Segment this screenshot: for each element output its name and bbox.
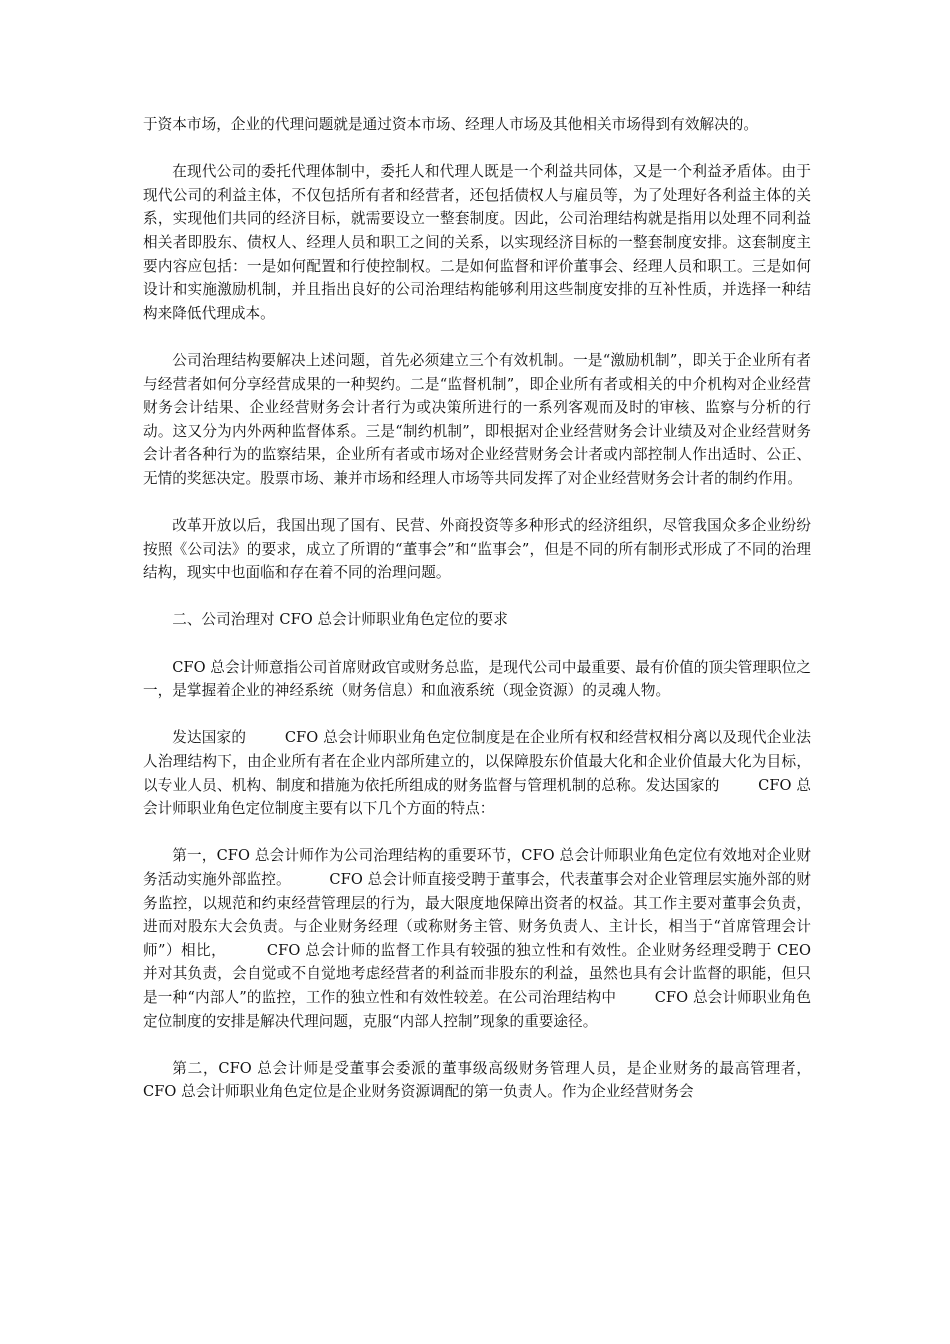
paragraph-developed-countries: 发达国家的 CFO 总会计师职业角色定位制度是在企业所有权和经营权相分离以及现代企业法人治理结构下，由企业所有者在企业内部所建立的，以保障股东价值最大化和企业价值最大化为目标，以专业人员、机构、制度和措施为依托所组成的财务监督与管理机制的总称。发达国家的 CFO 总会计师职业角色定位制度主要有以下几个方面的特点： — [143, 729, 811, 818]
paragraph-first-feature: 第一，CFO 总会计师作为公司治理结构的重要环节，CFO 总会计师职业角色定位有效地对企业财务活动实施外部监控。 CFO 总会计师直接受聘于董事会，代表董事会对企业管理层实施外部的财务监控，以规范和约束经营管理层的行为，最大限度地保障出资者的权益。其工作主要对董事会负责，进而对股东大会负责。与企业财务经理（或称财务主管、财务负责人、主计长，相当于“首席管理会计师”）相比， CFO 总会计师的监督工作具有较强的独立性和有效性。企业财务经理受聘于 CEO 并对其负责，会自觉或不自觉地考虑经营者的利益而非股东的利益，虽然也具有会计监督的职能，但只是一种“内部人”的监控，工作的独立性和有效性较差。在公司治理结构中 CFO 总会计师职业角色定位制度的安排是解决代理问题，克服“内部人控制”现象的重要途径。 — [143, 847, 816, 1030]
paragraph-cfo-definition: CFO 总会计师意指公司首席财政官或财务总监，是现代公司中最重要、最有价值的顶尖管理职位之一，是掌握着企业的神经系统（财务信息）和血液系统（现金资源）的灵魂人物。 — [143, 658, 811, 700]
paragraph-principal-agent: 在现代公司的委托代理体制中，委托人和代理人既是一个利益共同体，又是一个利益矛盾体。由于现代公司的利益主体，不仅包括所有者和经营者，还包括债权人与雇员等，为了处理好各利益主体的关系，实现他们共同的经济目标，就需要设立一整套制度。因此，公司治理结构就是指用以处理不同利益相关者即股东、债权人、经理人员和职工之间的关系，以实现经济目标的一整套制度安排。这套制度主要内容应包括：一是如何配置和行使控制权。二是如何监督和评价董事会、经理人员和职工。三是如何设计和实施激励机制，并且指出良好的公司治理结构能够利用这些制度安排的互补性质，并选择一种结构来降低代理成本。 — [143, 163, 811, 322]
paragraph-three-mechanisms: 公司治理结构要解决上述问题，首先必须建立三个有效机制。一是“激励机制”，即关于企业所有者与经营者如何分享经营成果的一种契约。二是“监督机制”，即企业所有者或相关的中介机构对企业经营财务会计结果、企业经营财务会计者行为或决策所进行的一系列客观而及时的审核、监察与分析的行动。这又分为内外两种监督体系。三是“制约机制”，即根据对企业经营财务会计业绩及对企业经营财务会计者各种行为的监察结果，企业所有者或市场对企业经营财务会计者或内部控制人作出适时、公正、无情的奖惩决定。股票市场、兼并市场和经理人市场等共同发挥了对企业经营财务会计者的制约作用。 — [143, 351, 811, 487]
section-heading: 二、公司治理对 CFO 总会计师职业角色定位的要求 — [172, 611, 508, 629]
paragraph-reform: 改革开放以后，我国出现了国有、民营、外商投资等多种形式的经济组织，尽管我国众多企业纷纷按照《公司法》的要求，成立了所谓的“董事会”和“监事会”，但是不同的所有制形式形成了不同的治理结构，现实中也面临和存在着不同的治理问题。 — [143, 517, 811, 582]
paragraph-continuation: 于资本市场，企业的代理问题就是通过资本市场、经理人市场及其他相关市场得到有效解决的。 — [143, 116, 759, 133]
document-body — [143, 113, 816, 1128]
paragraph-second-feature: 第二，CFO 总会计师是受董事会委派的董事级高级财务管理人员，是企业财务的最高管理者，CFO 总会计师职业角色定位是企业财务资源调配的第一负责人。作为企业经营财务会 — [143, 1059, 811, 1101]
